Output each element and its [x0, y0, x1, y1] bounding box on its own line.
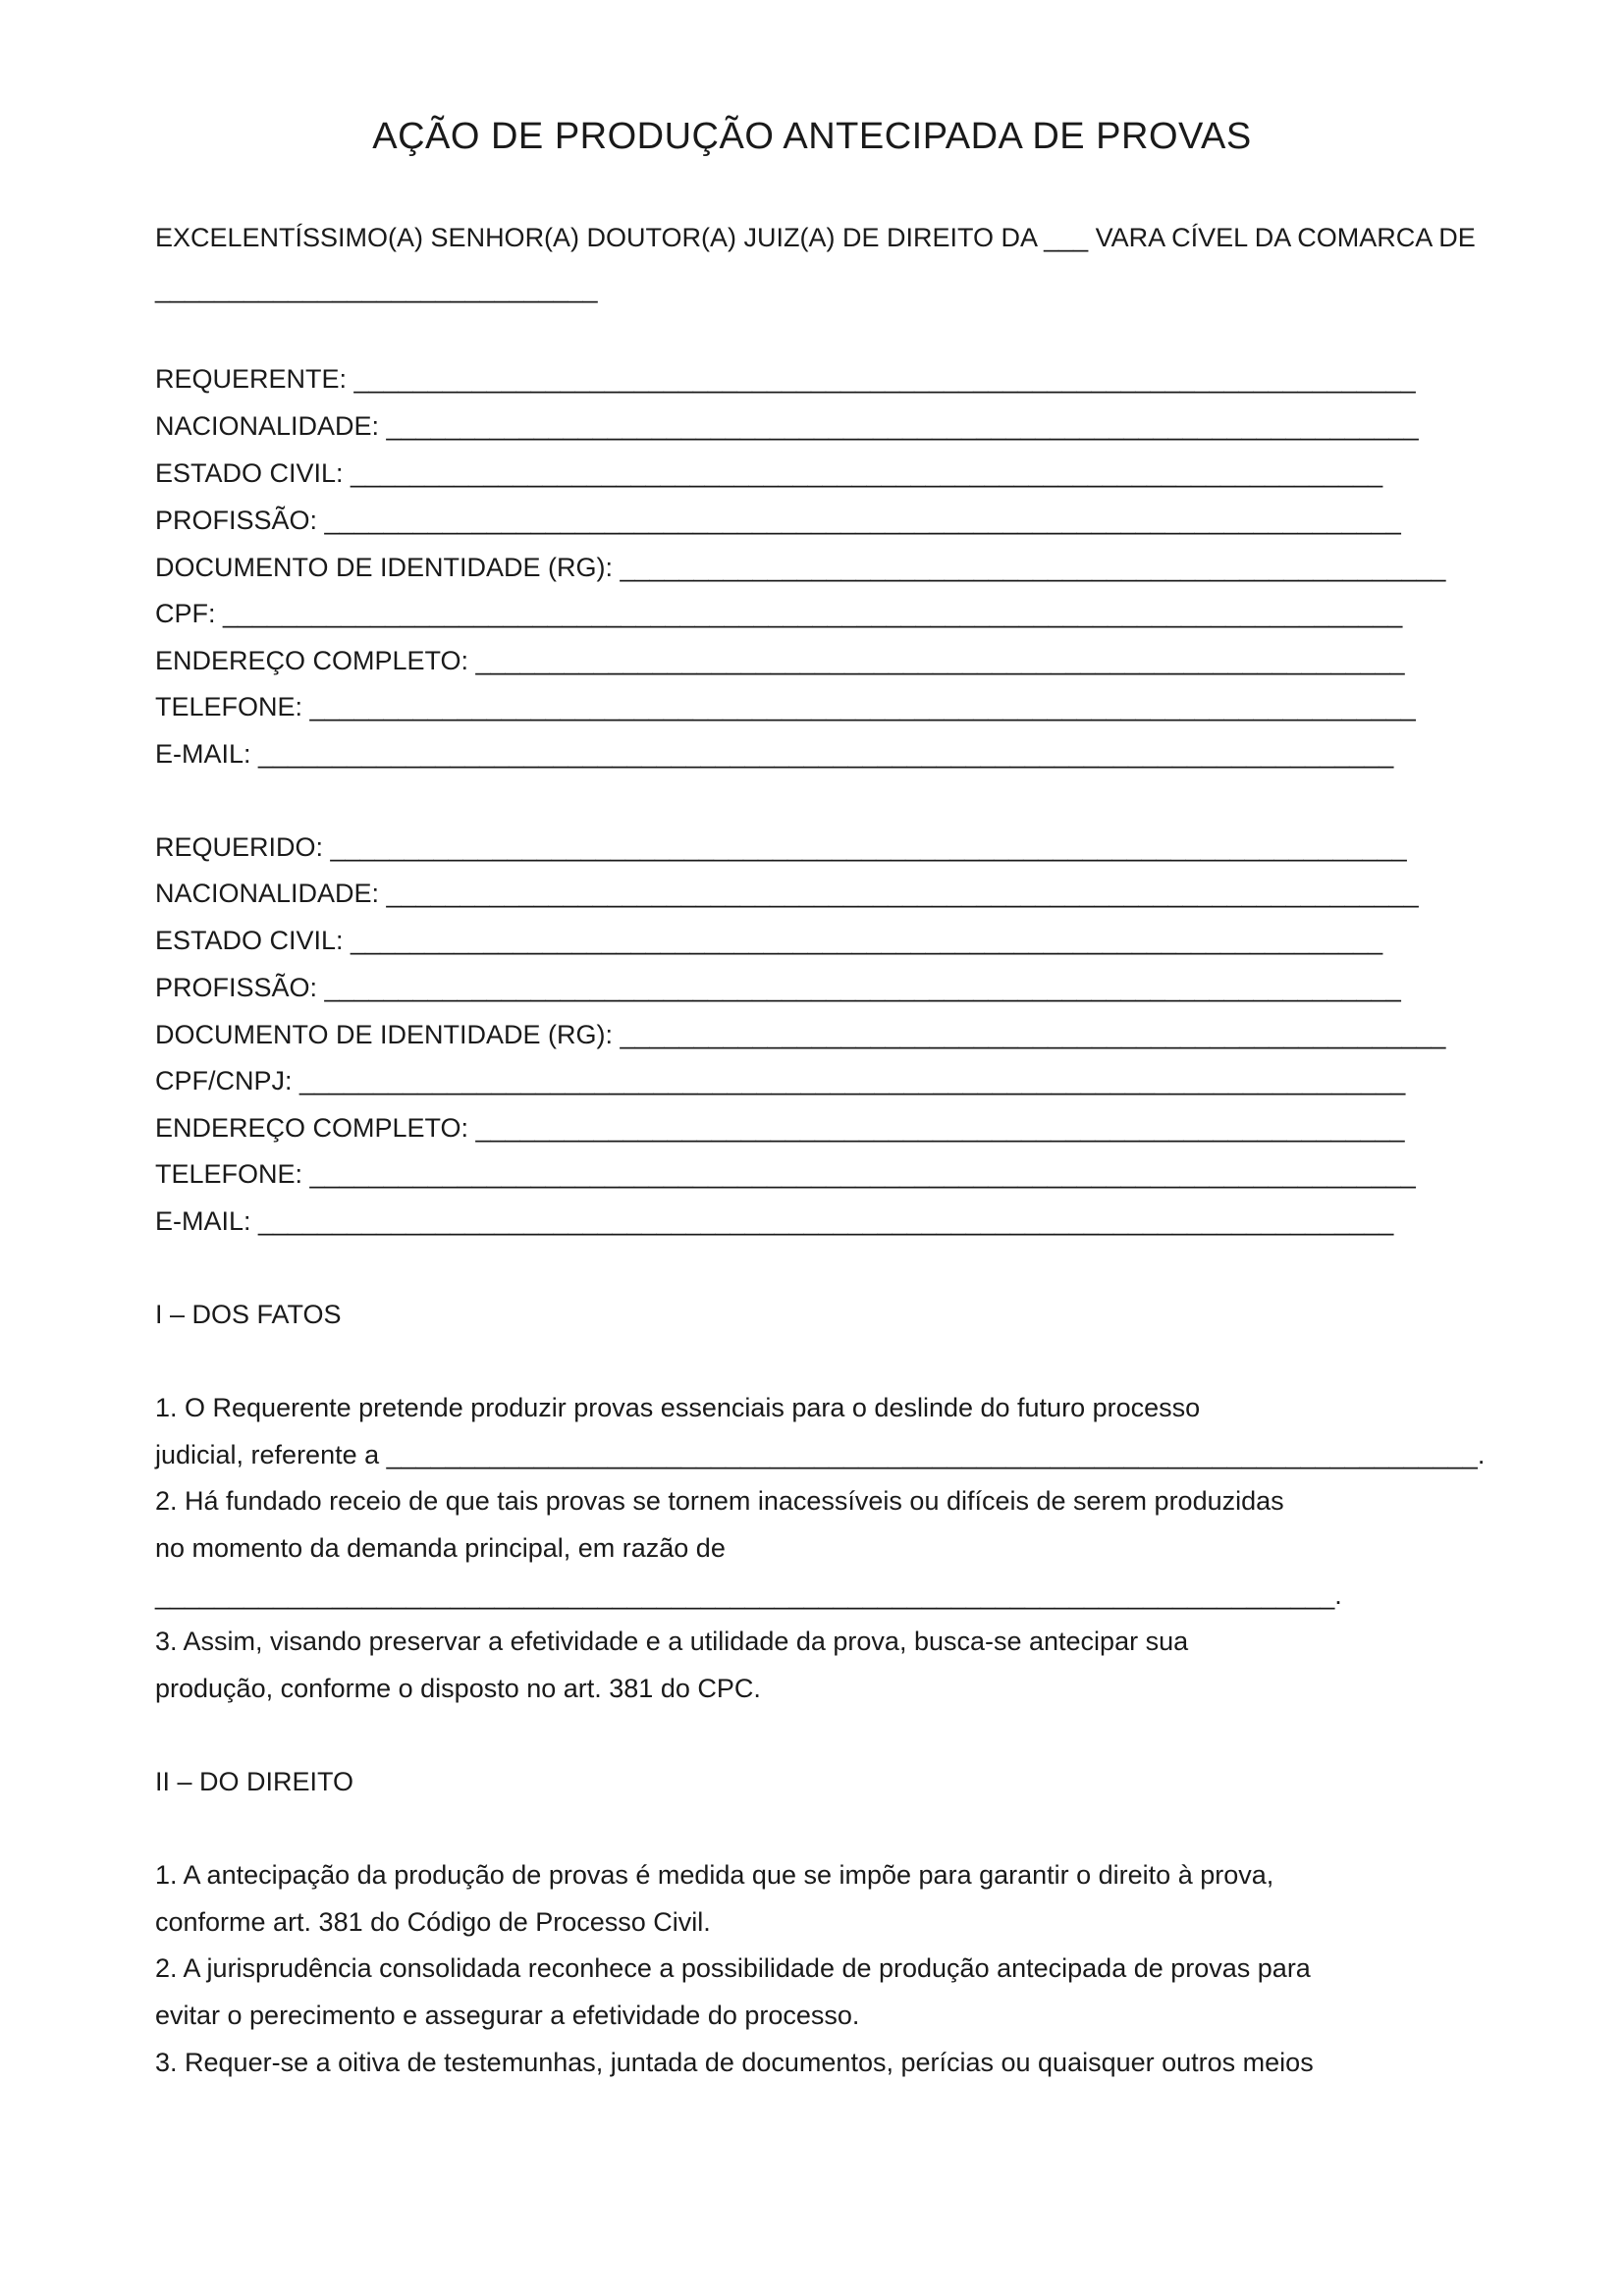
direito-paragraph-3-line-1: 3. Requer-se a oitiva de testemunhas, juntada de documentos, perícias ou quaisquer outros meios — [155, 2048, 1314, 2077]
requerente-telefone: TELEFONE: ___________________________________________________________________________ — [155, 692, 1416, 721]
requerido-endereco: ENDEREÇO COMPLETO: _______________________________________________________________ — [155, 1113, 1405, 1143]
document-title: AÇÃO DE PRODUÇÃO ANTECIPADA DE PROVAS — [372, 116, 1252, 157]
requerente-cpf: CPF: ________________________________________________________________________________ — [155, 599, 1403, 628]
fatos-paragraph-1-line-1: 1. O Requerente pretende produzir provas essenciais para o deslinde do futuro processo — [155, 1393, 1201, 1422]
requerente-field: REQUERENTE: ________________________________________________________________________ — [155, 364, 1416, 394]
fatos-paragraph-1-line-2: judicial, referente a __________________________________________________________________________. — [155, 1440, 1486, 1469]
requerente-estado-civil: ESTADO CIVIL: ______________________________________________________________________ — [155, 458, 1383, 488]
requerido-rg: DOCUMENTO DE IDENTIDADE (RG): ________________________________________________________ — [155, 1020, 1446, 1049]
requerido-email: E-MAIL: _____________________________________________________________________________ — [155, 1206, 1394, 1236]
requerente-profissao: PROFISSÃO: _________________________________________________________________________ — [155, 506, 1401, 535]
requerente-nacionalidade: NACIONALIDADE: ______________________________________________________________________ — [155, 411, 1419, 441]
fatos-paragraph-3-line-1: 3. Assim, visando preservar a efetividade e a utilidade da prova, busca-se antecipar sua — [155, 1627, 1189, 1656]
direito-paragraph-2-line-1: 2. A jurisprudência consolidada reconhece a possibilidade de produção antecipada de provas para — [155, 1953, 1311, 1983]
direito-paragraph-2-line-2: evitar o perecimento e assegurar a efetividade do processo. — [155, 2001, 860, 2030]
section-heading-fatos: I – DOS FATOS — [155, 1300, 342, 1329]
direito-paragraph-1-line-2: conforme art. 381 do Código de Processo Civil. — [155, 1907, 711, 1937]
fatos-paragraph-2-line-2: no momento da demanda principal, em razão de — [155, 1533, 726, 1563]
requerido-profissao: PROFISSÃO: _________________________________________________________________________ — [155, 973, 1401, 1002]
requerido-nacionalidade: NACIONALIDADE: ______________________________________________________________________ — [155, 879, 1419, 908]
requerente-endereco: ENDEREÇO COMPLETO: _______________________________________________________________ — [155, 646, 1405, 675]
fatos-paragraph-3-line-2: produção, conforme o disposto no art. 381 do CPC. — [155, 1674, 761, 1703]
addressee-line: EXCELENTÍSSIMO(A) SENHOR(A) DOUTOR(A) JUIZ(A) DE DIREITO DA ___ VARA CÍVEL DA COMARCA DE — [155, 223, 1476, 252]
addressee-blank: ______________________________ — [155, 274, 598, 303]
requerido-cpf-cnpj: CPF/CNPJ: ___________________________________________________________________________ — [155, 1066, 1406, 1095]
fatos-paragraph-2-line-1: 2. Há fundado receio de que tais provas se tornem inacessíveis ou difíceis de serem produzidas — [155, 1486, 1284, 1516]
requerente-rg: DOCUMENTO DE IDENTIDADE (RG): ________________________________________________________ — [155, 553, 1446, 582]
fatos-paragraph-2-line-3: ________________________________________________________________________________. — [155, 1580, 1342, 1610]
requerido-field: REQUERIDO: _________________________________________________________________________ — [155, 832, 1407, 862]
requerido-telefone: TELEFONE: ___________________________________________________________________________ — [155, 1159, 1416, 1189]
requerido-estado-civil: ESTADO CIVIL: ______________________________________________________________________ — [155, 926, 1383, 955]
direito-paragraph-1-line-1: 1. A antecipação da produção de provas é medida que se impõe para garantir o direito à prova, — [155, 1860, 1274, 1890]
requerente-email: E-MAIL: _____________________________________________________________________________ — [155, 739, 1394, 769]
section-heading-direito: II – DO DIREITO — [155, 1767, 354, 1796]
